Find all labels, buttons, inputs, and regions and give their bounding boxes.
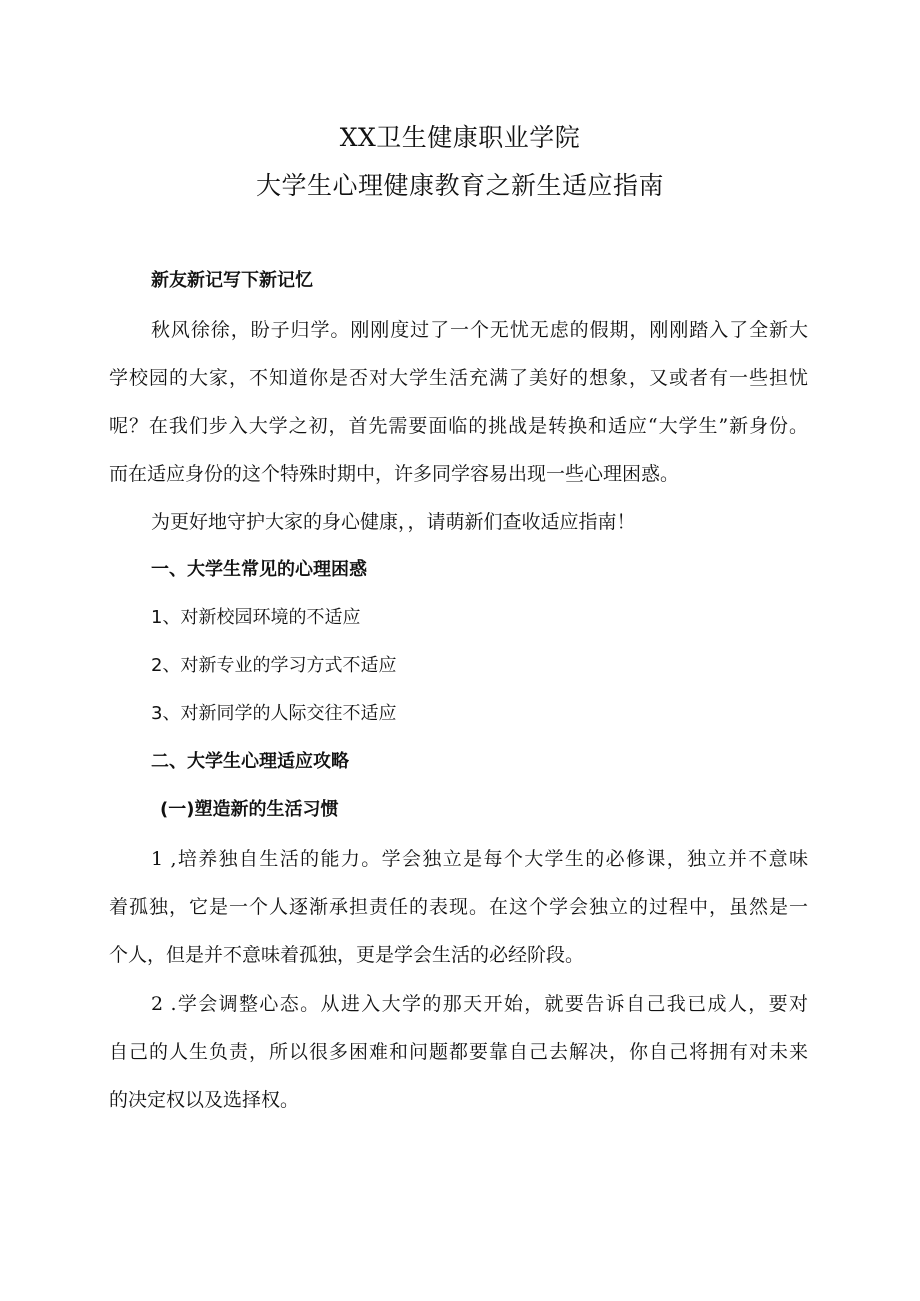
intro-tail: 为更好地守护大家的身心健康，，请萌新们查收适应指南！ — [151, 511, 636, 533]
intro-line-1: 秋风徐徐，盼子归学。刚刚度过了一个无忧无虑的假期，刚刚踏入了全新大 — [151, 319, 808, 341]
section1-heading: 一、大学生常见的心理困惑 — [151, 559, 367, 580]
intro-line-4: 而在适应身份的这个特殊时期中，许多同学容易出现一些心理困惑。 — [109, 463, 680, 485]
section1-item-2: 2、对新专业的学习方式不适应 — [151, 655, 397, 676]
para1-line-1: 1 ,培养独自生活的能力。学会独立是每个大学生的必修课，独立并不意味 — [151, 848, 808, 870]
section1-item-1: 1、对新校园环境的不适应 — [151, 607, 361, 628]
document-title: 大学生心理健康教育之新生适应指南 — [255, 171, 664, 200]
para1-line-2: 着孤独，它是一个人逐渐承担责任的表现。在这个学会独立的过程中，虽然是一 — [109, 896, 808, 918]
section2-heading: 二、大学生心理适应攻略 — [151, 751, 349, 772]
intro-line-2: 学校园的大家，不知道你是否对大学生活充满了美好的想象，又或者有一些担忧 — [109, 367, 808, 389]
para2-line-2: 自己的人生负责，所以很多困难和问题都要靠自己去解决，你自己将拥有对未来 — [109, 1041, 808, 1063]
section1-item-3: 3、对新同学的人际交往不适应 — [151, 703, 397, 724]
para2-line-3: 的决定权以及选择权。 — [109, 1089, 300, 1111]
para2-line-1: 2 .学会调整心态。从进入大学的那天开始，就要告诉自己我已成人，要对 — [151, 993, 808, 1015]
intro-line-3: 呢？在我们步入大学之初，首先需要面临的挑战是转换和适应“大学生”新身份。 — [109, 415, 808, 437]
para1-line-3: 个人，但是并不意味着孤独，更是学会生活的必经阶段。 — [109, 944, 585, 966]
subsection1-heading: (一)塑造新的生活习惯 — [160, 799, 339, 820]
school-title: XX卫生健康职业学院 — [339, 123, 581, 152]
intro-heading: 新友新记写下新记忆 — [151, 270, 313, 291]
